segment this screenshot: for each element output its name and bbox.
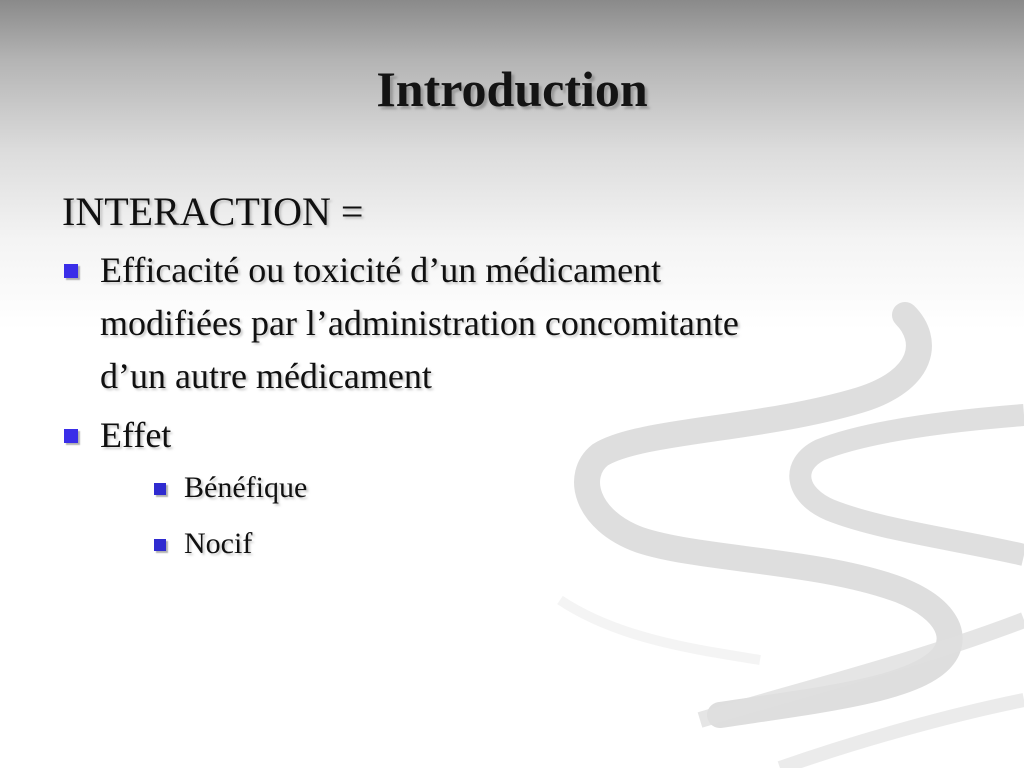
square-bullet-icon: [154, 539, 166, 551]
sub-bullet-text: Bénéfique: [184, 471, 308, 504]
bullet-line: d’un autre médicament: [100, 356, 432, 396]
square-bullet-icon: [154, 483, 166, 495]
sub-bullet-item: [114, 524, 962, 564]
bullet-item-effet: [62, 409, 962, 564]
sub-bullet-item: [114, 468, 962, 508]
square-bullet-icon: [64, 264, 78, 278]
sub-bullet-text: Nocif: [184, 527, 253, 560]
slide-title: Introduction: [376, 61, 648, 117]
square-bullet-icon: [64, 429, 78, 443]
intro-line: INTERACTION =: [62, 189, 364, 234]
bullet-line: Efficacité ou toxicité d’un médicament: [100, 250, 662, 290]
slide-content: [62, 186, 962, 580]
bullet-item-definition: [62, 244, 962, 403]
bullet-text: Effet: [100, 415, 172, 455]
sub-bullet-list: [100, 468, 962, 564]
bullet-line: modifiées par l’administration concomitante: [100, 303, 739, 343]
bullet-list: [62, 244, 962, 564]
